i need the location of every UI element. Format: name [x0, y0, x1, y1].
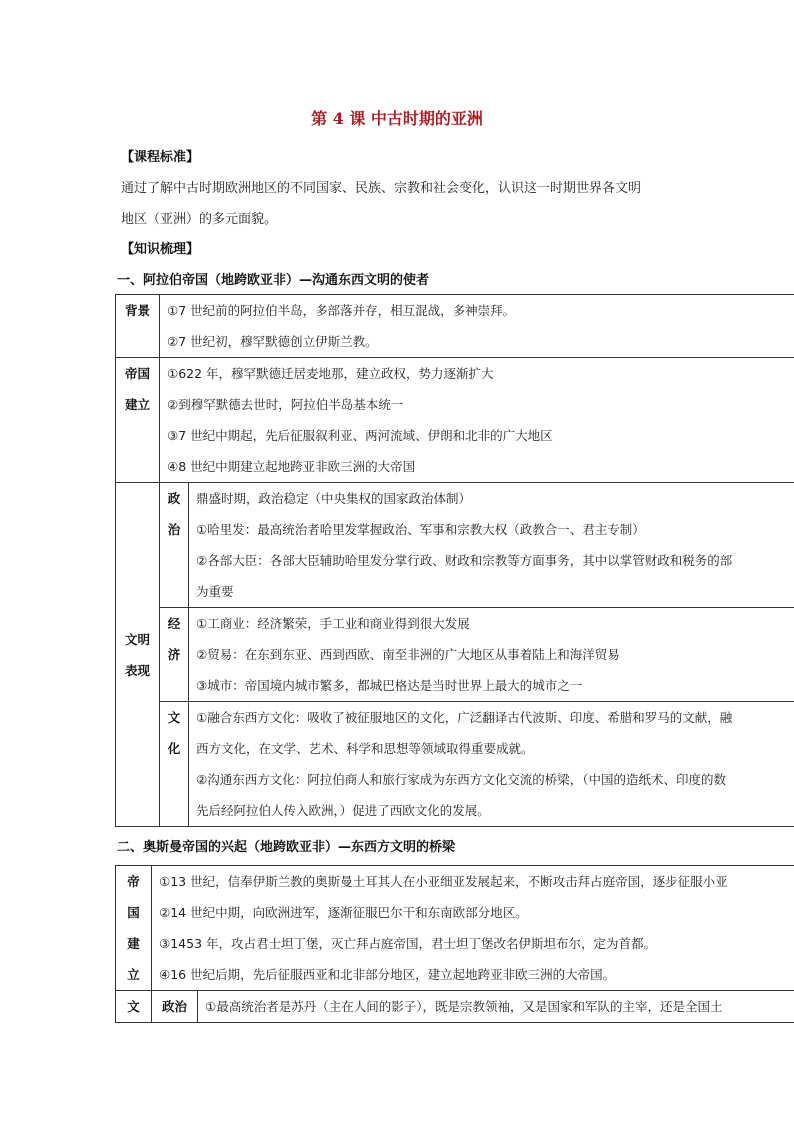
background-line-1: ①7 世纪前的阿拉伯半岛，多部落并存，相互混战，多神崇拜。 — [167, 303, 516, 318]
establish-row — [116, 358, 794, 483]
ottoman-establish-line-1: ①13 世纪，信奉伊斯兰教的奥斯曼土耳其人在小亚细亚发展起来，不断攻击拜占庭帝国，逐步征服小亚 — [159, 874, 728, 889]
ottoman-civilization-row — [116, 991, 794, 1023]
civilization-label-cell — [116, 483, 160, 827]
background-content — [160, 295, 794, 358]
establish-label-2: 建立 — [124, 397, 150, 412]
ottoman-establish-content — [152, 866, 794, 991]
background-row — [116, 295, 794, 358]
ottoman-establish-label-2: 国 — [127, 905, 140, 920]
ottoman-politics-line-1: ①最高统治者是苏丹（主在人间的影子），既是宗教领袖，又是国家和军队的主宰，还是全国土 — [205, 999, 723, 1014]
politics-label-1: 政 — [167, 491, 181, 506]
politics-row — [116, 483, 794, 608]
ottoman-politics-label: 政治 — [161, 999, 187, 1014]
economy-line-1: ①工商业：经济繁荣，手工业和商业得到很大发展 — [196, 616, 470, 631]
lesson-title: 第 4 课 中古时期的亚洲 — [311, 109, 483, 128]
ottoman-establish-row — [116, 866, 794, 991]
ottoman-civilization-label-cell — [116, 991, 152, 1023]
ottoman-civilization-label: 文 — [127, 999, 140, 1014]
curriculum-standard-heading: 【课程标准】 — [121, 150, 200, 165]
background-label-cell — [116, 295, 160, 358]
standard-line-1: 通过了解中古时期欧洲地区的不同国家、民族、宗教和社会变化，认识这一时期世界各文明 — [121, 181, 642, 196]
economy-label-1: 经 — [167, 616, 181, 631]
politics-line-3: ②各部大臣：各部大臣辅助哈里发分掌行政、财政和宗教等方面事务，其中以掌管财政和税务的部 — [196, 553, 733, 568]
culture-label-1: 文 — [167, 710, 181, 725]
culture-line-4: 先后经阿拉伯人传入欧洲，）促进了西欧文化的发展。 — [196, 803, 490, 818]
establish-content — [160, 358, 794, 483]
politics-label-2: 治 — [167, 522, 181, 537]
background-label: 背景 — [124, 303, 150, 318]
culture-content — [189, 702, 794, 827]
culture-line-2: 西方文化，在文学、艺术、科学和思想等领域取得重要成就。 — [196, 741, 534, 756]
culture-line-1: ①融合东西方文化：吸收了被征服地区的文化，广泛翻译古代波斯、印度、希腊和罗马的文献，融 — [196, 710, 733, 725]
ottoman-politics-content — [198, 991, 794, 1023]
civilization-label-2: 表现 — [124, 662, 150, 678]
standard-line-2: 地区（亚洲）的多元面貌。 — [121, 212, 278, 227]
ottoman-establish-label-1: 帝 — [127, 874, 140, 889]
politics-line-1: 鼎盛时期，政治稳定（中央集权的国家政治体制） — [196, 491, 472, 506]
civilization-label-1: 文明 — [124, 631, 150, 647]
establish-label-1: 帝国 — [124, 366, 150, 381]
politics-line-4: 为重要 — [196, 584, 234, 599]
economy-label-cell — [160, 608, 189, 702]
culture-label-2: 化 — [167, 741, 181, 756]
knowledge-heading: 【知识梳理】 — [121, 242, 200, 257]
establish-line-2: ②到穆罕默德去世时，阿拉伯半岛基本统一 — [167, 397, 404, 412]
establish-label-cell — [116, 358, 160, 483]
economy-line-3: ③城市：帝国境内城市繁多，都城巴格达是当时世界上最大的城市之一 — [196, 678, 583, 693]
ottoman-empire-table — [115, 865, 794, 1023]
background-line-2: ②7 世纪初，穆罕默德创立伊斯兰教。 — [167, 334, 378, 349]
ottoman-establish-line-3: ③1453 年，攻占君士坦丁堡，灭亡拜占庭帝国，君士坦丁堡改名伊斯坦布尔，定为首都。 — [159, 936, 656, 951]
ottoman-establish-label-4: 立 — [127, 967, 140, 982]
politics-content — [189, 483, 794, 608]
economy-row — [116, 608, 794, 702]
economy-line-2: ②贸易：在东到东亚、西到西欧、南至非洲的广大地区从事着陆上和海洋贸易 — [196, 647, 620, 662]
politics-label-cell — [160, 483, 189, 608]
culture-line-3: ②沟通东西方文化：阿拉伯商人和旅行家成为东西方文化交流的桥梁，（中国的造纸术、印度的数 — [196, 772, 726, 787]
ottoman-establish-label-cell — [116, 866, 152, 991]
establish-line-3: ③7 世纪中期起，先后征服叙利亚、两河流域、伊朗和北非的广大地区 — [167, 428, 553, 443]
economy-content — [189, 608, 794, 702]
establish-line-1: ①622 年，穆罕默德迁居麦地那，建立政权，势力逐渐扩大 — [167, 366, 494, 381]
arab-empire-table — [115, 294, 794, 827]
ottoman-establish-line-4: ④16 世纪后期，先后征服西亚和北非部分地区，建立起地跨亚非欧三洲的大帝国。 — [159, 967, 616, 982]
section-1-heading: 一、阿拉伯帝国（地跨欧亚非）—沟通东西文明的使者 — [117, 273, 430, 288]
politics-line-2: ①哈里发：最高统治者哈里发掌握政治、军事和宗教大权（政教合一、君主专制） — [196, 522, 645, 537]
culture-row — [116, 702, 794, 827]
ottoman-politics-label-cell — [152, 991, 198, 1023]
section-2-heading: 二、奥斯曼帝国的兴起（地跨欧亚非）—东西方文明的桥梁 — [117, 840, 456, 855]
ottoman-establish-label-3: 建 — [127, 936, 140, 951]
culture-label-cell — [160, 702, 189, 827]
ottoman-establish-line-2: ②14 世纪中期，向欧洲进军，逐渐征服巴尔干和东南欧部分地区。 — [159, 905, 528, 920]
economy-label-2: 济 — [167, 647, 181, 662]
establish-line-4: ④8 世纪中期建立起地跨亚非欧三洲的大帝国 — [167, 459, 416, 474]
